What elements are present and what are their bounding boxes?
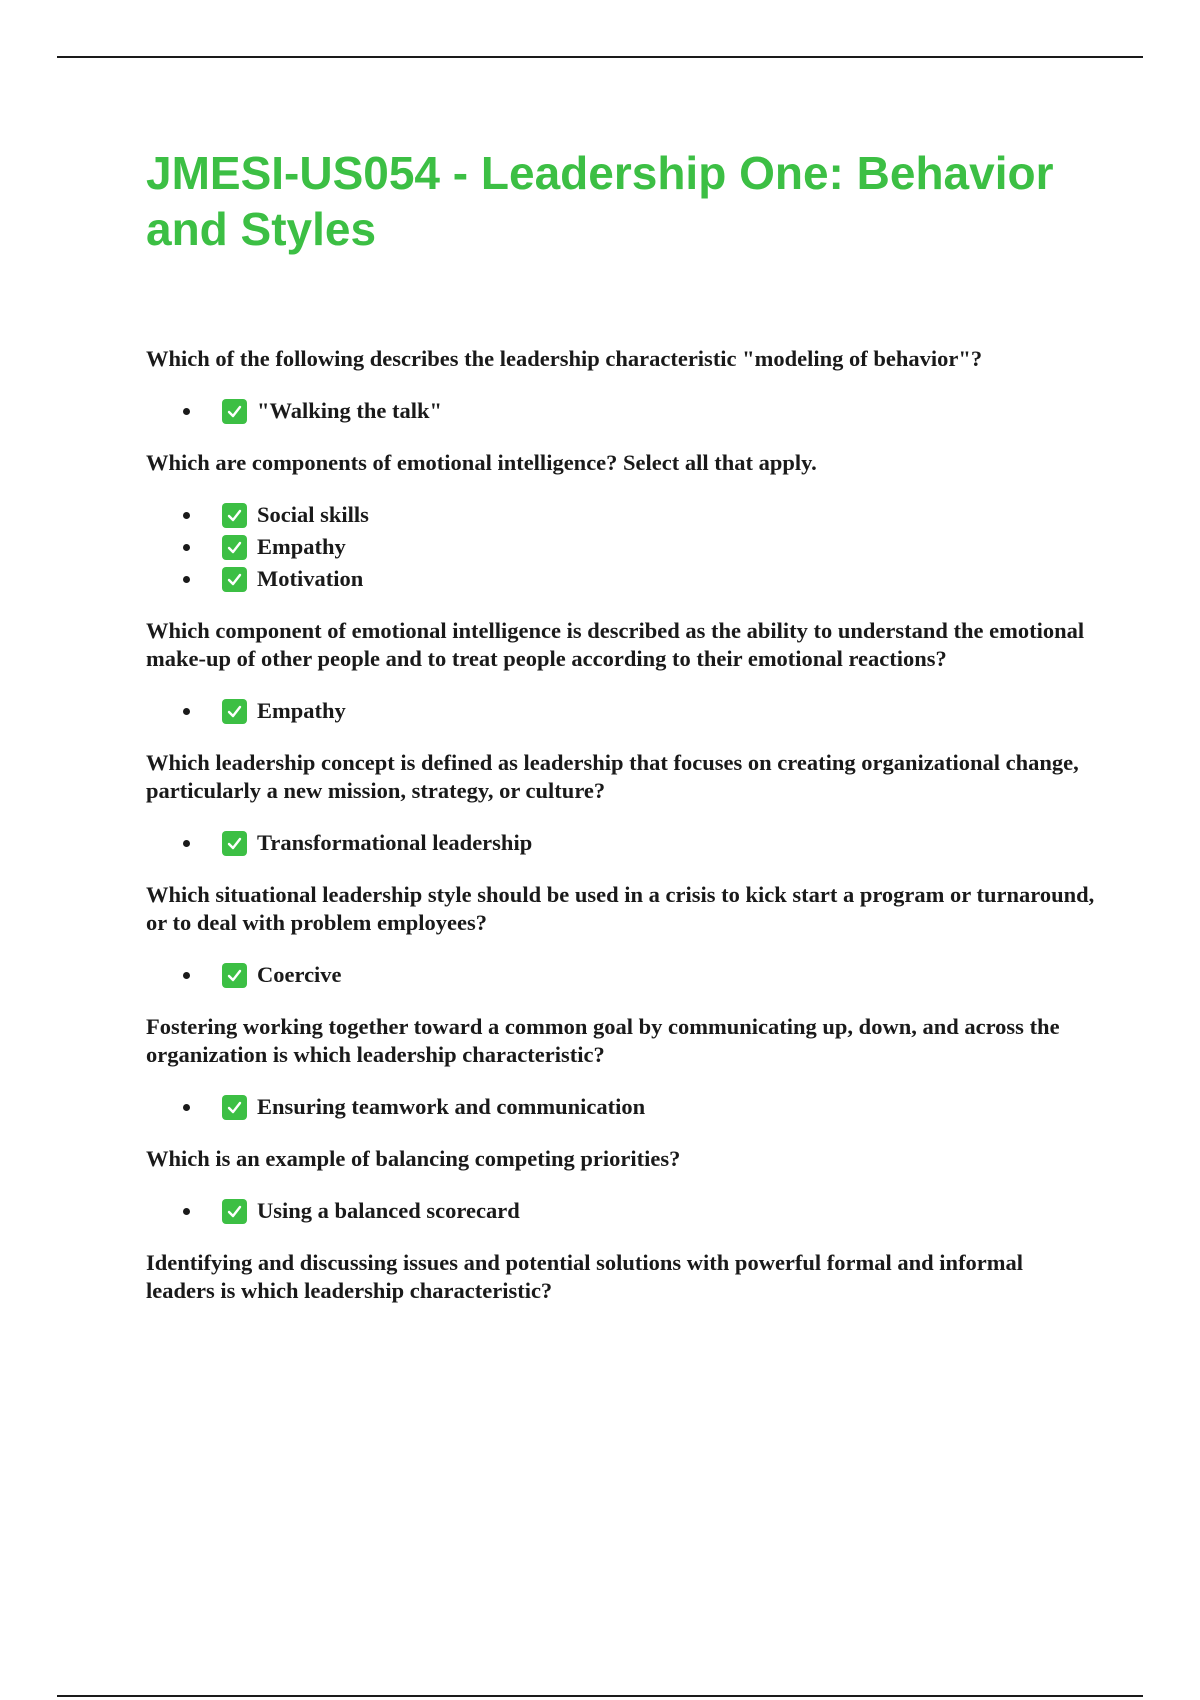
question-block	[146, 1249, 1096, 1305]
question-text: Which are components of emotional intelligence? Select all that apply.	[146, 450, 817, 475]
question-text: Which leadership concept is defined as leadership that focuses on creating organizational change, particularly a new mission, strategy, or culture?	[146, 750, 1079, 803]
bullet-icon	[183, 840, 190, 847]
answer-list	[146, 395, 1096, 427]
question-block	[146, 1145, 1096, 1227]
check-box-icon	[222, 503, 247, 528]
question-block	[146, 449, 1096, 595]
top-rule	[57, 56, 1143, 58]
question-block	[146, 617, 1096, 727]
answer-item	[146, 499, 1096, 531]
page-title: JMESI-US054 - Leadership One: Behavior and Styles	[146, 147, 1054, 255]
question-text: Fostering working together toward a common goal by communicating up, down, and across the organization is which leadership characteristic?	[146, 1014, 1060, 1067]
answer-item	[146, 827, 1096, 859]
question-text: Identifying and discussing issues and potential solutions with powerful formal and informal leaders is which leadership characteristic?	[146, 1250, 1024, 1303]
answer-label: Transformational leadership	[257, 830, 533, 855]
answer-list	[146, 695, 1096, 727]
question-text: Which is an example of balancing competing priorities?	[146, 1146, 681, 1171]
check-box-icon	[222, 399, 247, 424]
bullet-icon	[183, 408, 190, 415]
answer-label: Coercive	[257, 962, 342, 987]
answer-list	[146, 827, 1096, 859]
answer-list	[146, 1091, 1096, 1123]
document-body	[146, 145, 1096, 1305]
answer-item	[146, 695, 1096, 727]
check-box-icon	[222, 1199, 247, 1224]
question-block	[146, 881, 1096, 991]
question-text: Which of the following describes the leadership characteristic "modeling of behavior"?	[146, 346, 983, 371]
bottom-rule	[57, 1695, 1143, 1697]
check-box-icon	[222, 699, 247, 724]
question-text: Which component of emotional intelligence is described as the ability to understand the emotional make-up of other people and to treat people according to their emotional reactions?	[146, 618, 1085, 671]
answer-item	[146, 1091, 1096, 1123]
question-list	[146, 345, 1096, 1305]
bullet-icon	[183, 512, 190, 519]
answer-label: Empathy	[257, 534, 346, 559]
answer-list	[146, 1195, 1096, 1227]
answer-list	[146, 959, 1096, 991]
question-block	[146, 1013, 1096, 1123]
answer-label: "Walking the talk"	[257, 398, 443, 423]
answer-list	[146, 499, 1096, 595]
bullet-icon	[183, 544, 190, 551]
question-block	[146, 749, 1096, 859]
answer-item	[146, 563, 1096, 595]
question-block	[146, 345, 1096, 427]
answer-item	[146, 1195, 1096, 1227]
answer-label: Motivation	[257, 566, 364, 591]
bullet-icon	[183, 708, 190, 715]
check-box-icon	[222, 1095, 247, 1120]
bullet-icon	[183, 1208, 190, 1215]
answer-label: Using a balanced scorecard	[257, 1198, 520, 1223]
answer-item	[146, 959, 1096, 991]
bullet-icon	[183, 1104, 190, 1111]
answer-label: Ensuring teamwork and communication	[257, 1094, 646, 1119]
check-box-icon	[222, 831, 247, 856]
bullet-icon	[183, 576, 190, 583]
question-text: Which situational leadership style should be used in a crisis to kick start a program or turnaround, or to deal with problem employees?	[146, 882, 1095, 935]
check-box-icon	[222, 963, 247, 988]
check-box-icon	[222, 567, 247, 592]
answer-label: Empathy	[257, 698, 346, 723]
bullet-icon	[183, 972, 190, 979]
answer-label: Social skills	[257, 502, 369, 527]
check-box-icon	[222, 535, 247, 560]
answer-item	[146, 395, 1096, 427]
answer-item	[146, 531, 1096, 563]
